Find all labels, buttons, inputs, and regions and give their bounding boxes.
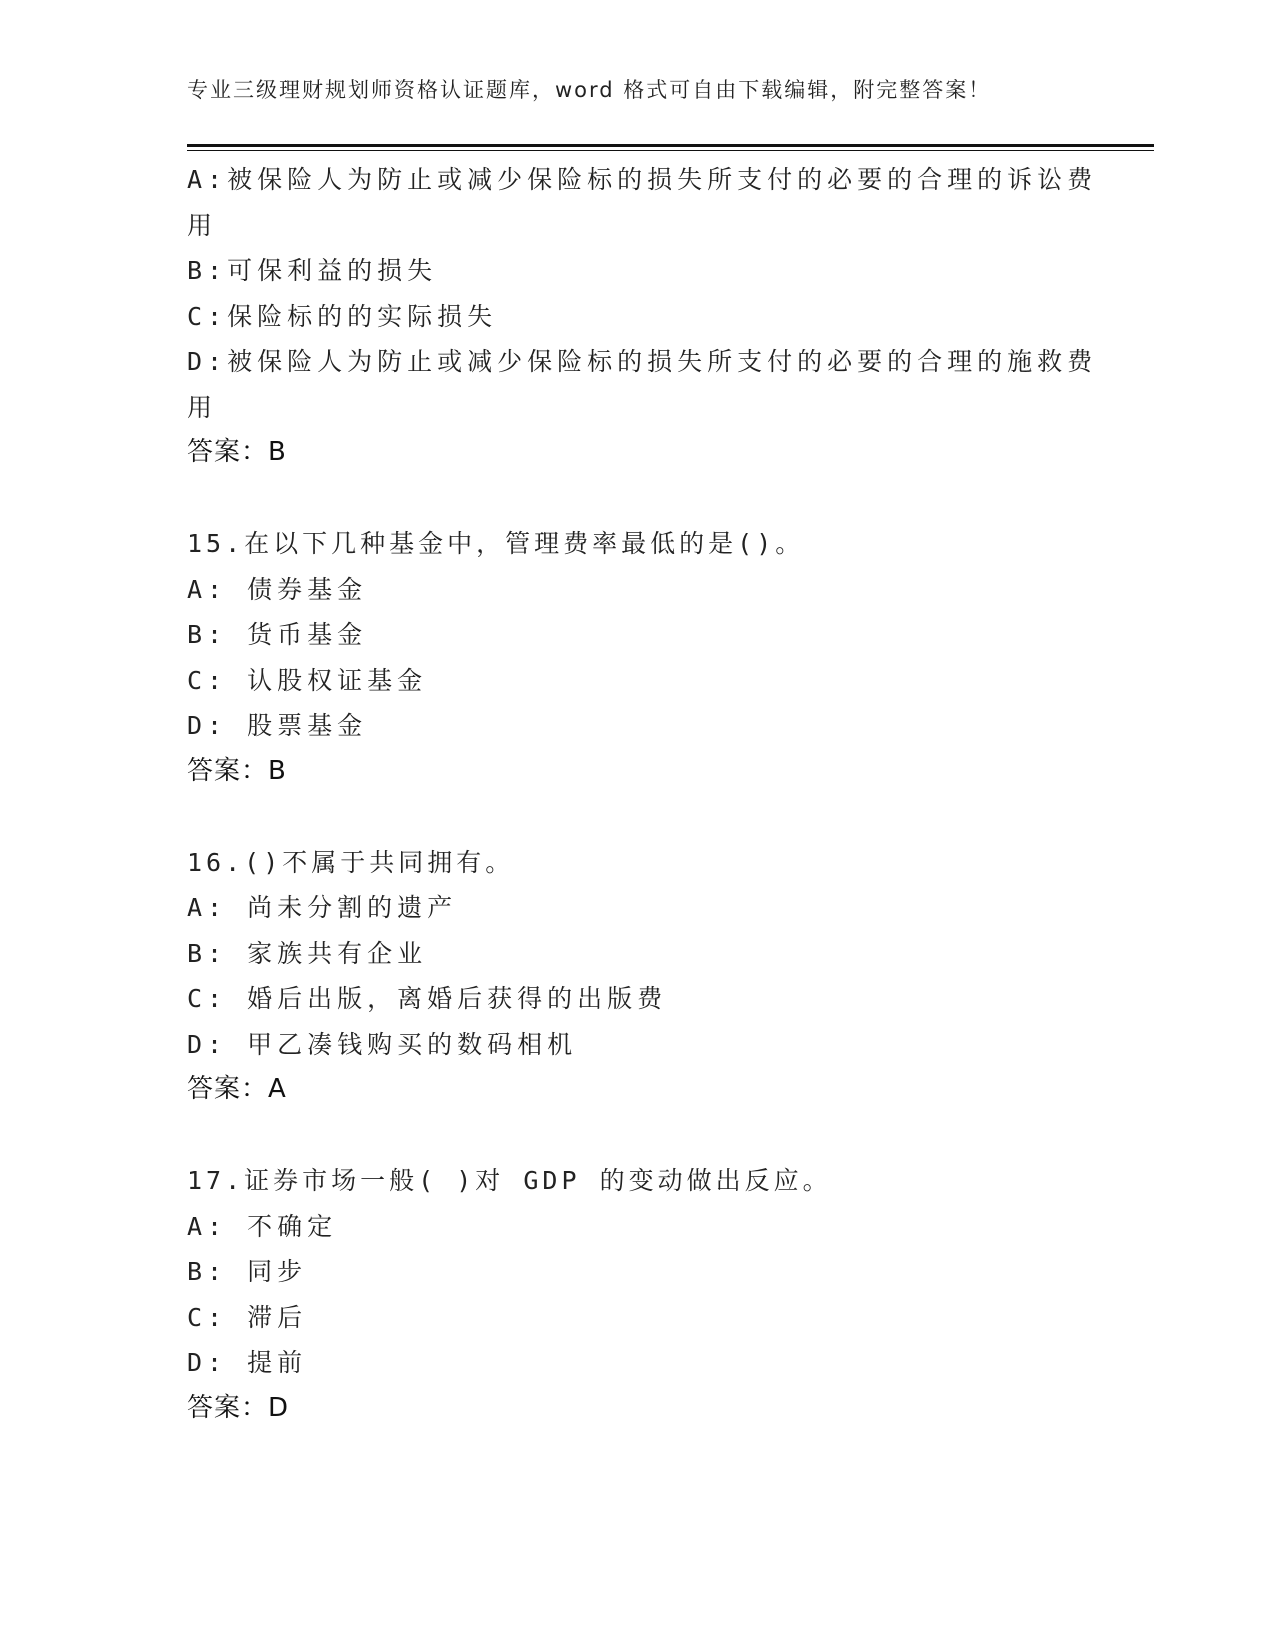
option-text: 保险标的的实际损失 xyxy=(227,301,498,331)
option-text: 可保利益的损失 xyxy=(227,256,438,285)
option-letter: C: xyxy=(187,301,228,331)
option-a: A: 债券基金 xyxy=(187,574,368,604)
option-d: D: 股票基金 xyxy=(187,711,368,740)
option-d: D: 甲乙凑钱购买的数码相机 xyxy=(187,1029,578,1059)
header-rule-thick xyxy=(187,144,1154,147)
answer-line: 答案：B xyxy=(187,437,287,467)
question-stem: 15.在以下几种基金中，管理费率最低的是()。 xyxy=(187,529,805,558)
option-letter: B: xyxy=(187,256,228,285)
document-body xyxy=(187,157,1098,1431)
option-d: D: 提前 xyxy=(187,1348,308,1377)
spacer xyxy=(187,794,1087,840)
question-16 xyxy=(187,840,1087,1113)
option-a xyxy=(187,157,1098,203)
option-letter: A: xyxy=(187,165,228,194)
answer-line: 答案：A xyxy=(187,1074,287,1104)
spacer xyxy=(187,476,1087,522)
option-c xyxy=(187,294,1087,340)
option-text: 被保险人为防止或减少保险标的损失所支付的必要的合理的施救费 xyxy=(227,347,1098,376)
header-rule-thin xyxy=(187,150,1154,151)
option-a: A: 不确定 xyxy=(187,1211,338,1241)
option-b: B: 同步 xyxy=(187,1257,308,1286)
option-letter: D: xyxy=(187,347,228,376)
option-a: A: 尚未分割的遗产 xyxy=(187,893,458,922)
question-17 xyxy=(187,1158,1087,1431)
option-b: B: 货币基金 xyxy=(187,620,368,649)
option-text: 被保险人为防止或减少保险标的损失所支付的必要的合理的诉讼费 xyxy=(227,165,1098,194)
question-15 xyxy=(187,521,1087,794)
option-b: B: 家族共有企业 xyxy=(187,938,428,968)
option-c: C: 滞后 xyxy=(187,1302,308,1332)
option-a-wrap: 用 xyxy=(187,210,218,240)
spacer xyxy=(187,1113,1087,1159)
answer-line: 答案：D xyxy=(187,1392,290,1423)
answer-line: 答案：B xyxy=(187,755,287,786)
question-stem: 16.()不属于共同拥有。 xyxy=(187,847,515,877)
option-c: C: 认股权证基金 xyxy=(187,665,428,695)
option-d xyxy=(187,339,1098,385)
question-continued xyxy=(187,157,1098,476)
page-header: 专业三级理财规划师资格认证题库，word 格式可自由下载编辑，附完整答案！ xyxy=(187,78,992,102)
question-stem: 17.证券市场一般( )对 GDP 的变动做出反应。 xyxy=(187,1166,832,1195)
option-d-wrap: 用 xyxy=(187,392,218,422)
option-c: C: 婚后出版，离婚后获得的出版费 xyxy=(187,984,668,1013)
option-b xyxy=(187,248,1087,294)
